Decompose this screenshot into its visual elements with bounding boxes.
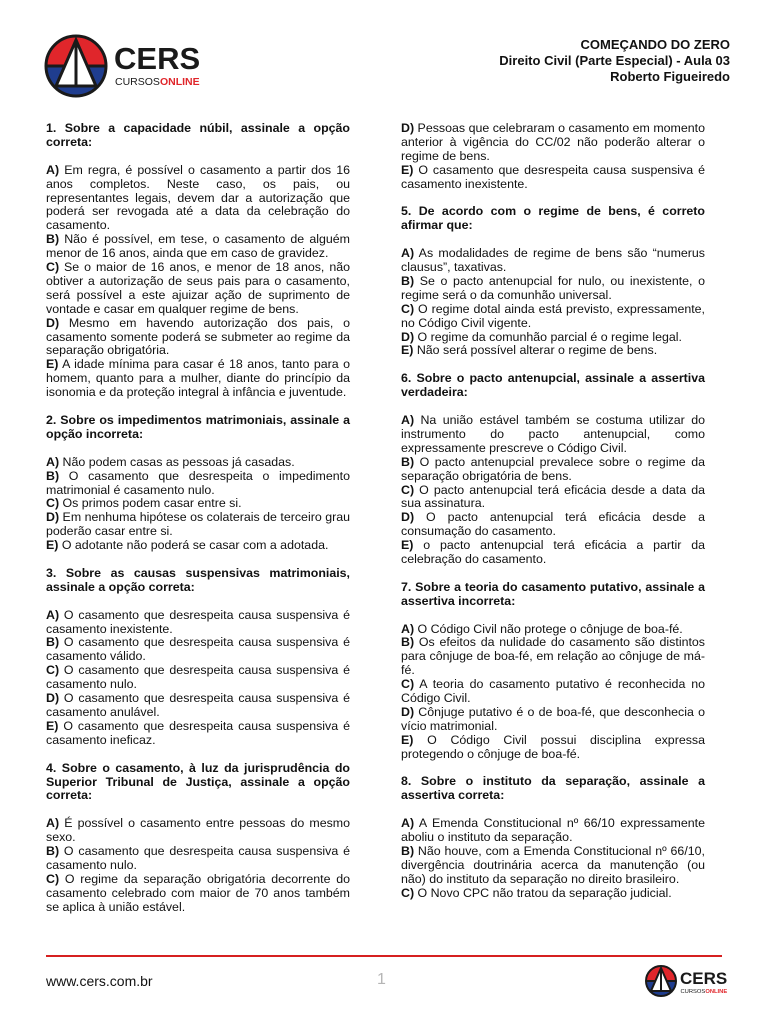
option-letter: B) [401,273,415,288]
answer-option [46,664,350,692]
option-letter: E) [401,162,414,177]
question-block [401,205,705,372]
question-title: 3. Sobre as causas suspensivas matrimoniais, assinale a opção correta: [46,565,350,594]
answer-option [401,456,705,484]
option-text: O casamento que desrespeita causa suspensiva é casamento anulável. [46,691,350,719]
option-text: Em regra, é possível o casamento a partir dos 16 anos completos. Neste caso, os pais, ou representantes legais, devem dar a autorização que poderá ser revogada até a data da celebração do casamento. [46,162,350,233]
answer-option [46,539,350,553]
question-title: 8. Sobre o instituto da separação, assinale a assertiva correta: [401,774,705,803]
page-number: 1 [377,971,386,988]
header-info [499,37,730,85]
option-text: Não houve, com a Emenda Constitucional nº 66/10, divergência doutrinária acerca da manutenção (ou não) do instituto da separação no direito brasileiro. [401,844,705,886]
answer-option [46,261,350,317]
answer-option [401,122,705,164]
answer-option [46,720,350,748]
option-letter: E) [46,718,59,733]
option-text: o pacto antenupcial terá eficácia a partir da celebração do casamento. [401,538,705,567]
question-block [46,122,350,414]
answer-option [401,678,705,706]
answer-option [46,233,350,261]
option-letter: D) [401,704,415,719]
question-continuation [401,122,705,205]
option-text: O casamento que desrespeita o impedimento matrimonial é casamento nulo. [46,468,350,497]
option-text: O casamento que desrespeita causa suspensiva é casamento nulo. [46,844,350,872]
answer-option [401,484,705,512]
answer-option [401,331,705,345]
option-text: É possível o casamento entre pessoas do mesmo sexo. [46,816,350,845]
option-letter: E) [401,732,414,747]
option-text: Pessoas que celebraram o casamento em momento anterior à vigência do CC/02 não poderão alterar o regime de bens. [401,121,705,163]
option-letter: B) [401,454,415,469]
option-text: Cônjuge putativo é o de boa-fé, que desconhecia o vício matrimonial. [401,704,705,733]
option-letter: D) [401,510,415,525]
svg-text:CURSOSONLINE: CURSOSONLINE [115,76,200,88]
option-text: Mesmo em havendo autorização dos pais, o casamento somente poderá se submeter ao regime da separação obrigatória. [46,315,350,358]
option-letter: B) [46,844,60,859]
option-text: Se o pacto antenupcial for nulo, ou inexistente, o regime será o da comunhão universal. [401,273,705,302]
option-letter: C) [46,260,60,275]
option-letter: C) [401,677,415,692]
option-text: O regime da separação obrigatória decorrente do casamento celebrado com maior de 70 anos também se aplica à união estável. [46,871,350,914]
option-letter: B) [401,635,415,650]
option-letter: C) [401,482,415,497]
option-text: O regime da comunhão parcial é o regime legal. [414,329,682,344]
option-letter: A) [401,816,415,831]
answer-option [46,511,350,539]
answer-option [401,511,705,539]
option-text: O casamento que desrespeita causa suspensiva é casamento inexistente. [401,162,705,191]
option-letter: E) [401,538,414,553]
cers-logo [44,34,214,98]
option-letter: C) [46,663,60,678]
option-text: O regime dotal ainda está previsto, expressamente, no Código Civil vigente. [401,301,705,330]
answer-option [46,456,350,470]
svg-text:CURSOSONLINE: CURSOSONLINE [680,989,728,995]
footer-logo [644,964,728,998]
answer-option [401,817,705,845]
option-text: Não podem casas as pessoas já casadas. [59,454,295,469]
option-letter: B) [401,844,415,858]
answer-option [401,344,705,358]
answer-option [401,247,705,275]
answer-option [401,623,705,637]
option-text: O Código Civil não protege o cônjuge de boa-fé. [414,621,683,636]
option-letter: B) [46,232,60,247]
option-text: Na união estável também se costuma utilizar do instrumento do pacto antenupcial, como expressamente prescreve o Código Civil. [401,412,705,455]
answer-option [46,470,350,498]
answer-option [46,873,350,915]
option-text: A idade mínima para casar é 18 anos, tanto para o homem, quanto para a mulher, diante do princípio da isonomia e da proteção integral à infância e juventude. [46,357,350,400]
answer-option [401,845,705,887]
option-letter: A) [46,607,60,622]
option-text: O pacto antenupcial prevalece sobre o regime da separação obrigatória de bens. [401,454,705,483]
question-block [401,372,705,581]
question-title: 7. Sobre a teoria do casamento putativo, assinale a assertiva incorreta: [401,579,705,608]
answer-option [401,414,705,456]
left-column [46,122,350,928]
question-title: 4. Sobre o casamento, à luz da jurisprudência do Superior Tribunal de Justiça, assinale a opção correta: [46,760,350,803]
question-block [401,581,705,776]
answer-option [401,887,705,901]
answer-option [401,636,705,678]
footer-logo-brand: CERS [680,969,728,988]
question-block [46,414,350,567]
option-text: Os efeitos da nulidade do casamento são distintos para cônjuge de boa-fé, em relação ao cônjuge de má-fé. [401,635,705,678]
answer-option [401,706,705,734]
option-letter: E) [46,538,59,553]
answer-option [401,539,705,567]
option-letter: C) [401,885,415,900]
option-letter: A) [401,621,415,636]
option-text: O casamento que desrespeita causa suspensiva é casamento ineficaz. [46,718,350,747]
question-block [46,567,350,762]
option-text: O Novo CPC não tratou da separação judicial. [414,885,672,900]
option-letter: B) [46,635,60,650]
question-block [46,762,350,929]
course-subtitle: Direito Civil (Parte Especial) - Aula 03 [499,53,730,68]
option-text: O casamento que desrespeita causa suspensiva é casamento inexistente. [46,607,350,636]
answer-option [46,497,350,511]
answer-option [401,164,705,192]
option-text: O adotante não poderá se casar com a adotada. [58,538,329,553]
option-letter: D) [401,121,415,135]
option-text: Os primos podem casar entre si. [59,496,242,511]
option-letter: A) [46,816,60,831]
answer-option [46,817,350,845]
question-title: 2. Sobre os impedimentos matrimoniais, assinale a opção incorreta: [46,413,350,441]
option-text: O casamento que desrespeita causa suspensiva é casamento nulo. [46,663,350,692]
option-text: As modalidades de regime de bens são “numerus clausus”, taxativas. [401,246,705,275]
answer-option [401,303,705,331]
option-text: Não é possível, em tese, o casamento de alguém menor de 16 anos, ainda que em caso de gravidez. [46,232,350,261]
option-letter: C) [401,301,415,316]
option-letter: D) [46,691,60,706]
option-letter: E) [46,357,59,372]
option-letter: A) [401,246,415,261]
option-text: A teoria do casamento putativo é reconhecida no Código Civil. [401,677,705,706]
option-text: Se o maior de 16 anos, e menor de 18 anos, não obtiver a autorização de seus pais para o casamento, será possível a este ajuizar ação de suprimento de vontade e casar em qualquer regime de bens. [46,260,350,316]
question-block [401,775,705,914]
logo-brand-text: CERS [114,41,201,76]
option-text: O pacto antenupcial terá eficácia desde a data da sua assinatura. [401,482,705,511]
author-name: Roberto Figueiredo [610,69,730,84]
answer-option [401,734,705,762]
option-letter: C) [46,871,60,886]
answer-option [46,636,350,664]
option-letter: E) [401,343,414,358]
option-letter: D) [46,510,60,525]
option-letter: B) [46,468,60,483]
option-letter: A) [401,412,415,427]
question-title: 5. De acordo com o regime de bens, é correto afirmar que: [401,204,705,233]
option-text: O pacto antenupcial terá eficácia desde a consumação do casamento. [401,510,705,539]
answer-option [46,317,350,359]
answer-option [46,692,350,720]
right-column [401,122,705,915]
question-title: 6. Sobre o pacto antenupcial, assinale a assertiva verdadeira: [401,371,705,400]
option-letter: C) [46,496,60,511]
footer-divider [46,955,722,957]
answer-option [46,358,350,400]
page-header [0,0,768,110]
option-text: O casamento que desrespeita causa suspensiva é casamento válido. [46,635,350,664]
option-text: O Código Civil possui disciplina expressa protegendo o cônjuge de boa-fé. [401,732,705,761]
option-letter: A) [46,454,60,469]
option-letter: D) [46,315,60,330]
answer-option [46,164,350,234]
question-title: 1. Sobre a capacidade núbil, assinale a opção correta: [46,121,350,149]
option-text: Não será possível alterar o regime de bens. [413,343,658,358]
option-letter: D) [401,329,415,344]
answer-option [46,845,350,873]
option-text: A Emenda Constitucional nº 66/10 expressamente aboliu o instituto da separação. [401,816,705,845]
footer-url[interactable]: www.cers.com.br [46,973,153,989]
option-letter: A) [46,162,60,177]
answer-option [46,609,350,637]
answer-option [401,275,705,303]
option-text: Em nenhuma hipótese os colaterais de terceiro grau poderão casar entre si. [46,510,350,539]
course-title: COMEÇANDO DO ZERO [580,37,730,52]
